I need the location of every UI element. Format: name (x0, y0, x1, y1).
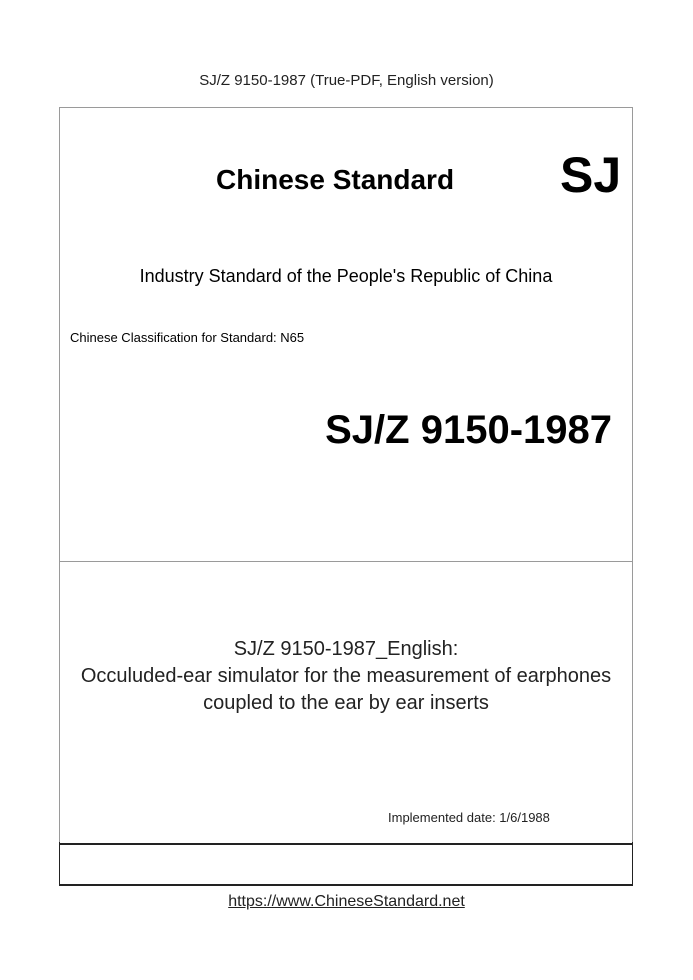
standard-number: SJ/Z 9150-1987 (325, 408, 612, 452)
document-title (60, 636, 632, 717)
info-panel (60, 562, 632, 843)
standard-logo: SJ (560, 147, 622, 203)
document-title-line: SJ/Z 9150-1987_English: (233, 638, 459, 660)
frame-footer-box (60, 843, 632, 886)
document-title-line: Occuluded-ear simulator for the measurement of earphones (80, 665, 612, 687)
page-header: SJ/Z 9150-1987 (True-PDF, English version) (199, 72, 494, 89)
frame-border-bottom (59, 884, 633, 886)
website-link-row (0, 893, 693, 911)
implemented-date: Implemented date: 1/6/1988 (388, 810, 550, 825)
cover-subtitle: Industry Standard of the People's Republic of China (139, 266, 553, 286)
classification-label: Chinese Classification for Standard: N65 (70, 330, 305, 345)
document-title-line: coupled to the ear by ear inserts (203, 692, 489, 714)
frame-border-left (59, 842, 60, 885)
document-frame (59, 107, 633, 885)
frame-border-right (632, 842, 633, 885)
website-link[interactable]: https://www.ChineseStandard.net (228, 893, 465, 910)
cover-title: Chinese Standard (216, 164, 455, 195)
cover-panel (60, 108, 632, 562)
